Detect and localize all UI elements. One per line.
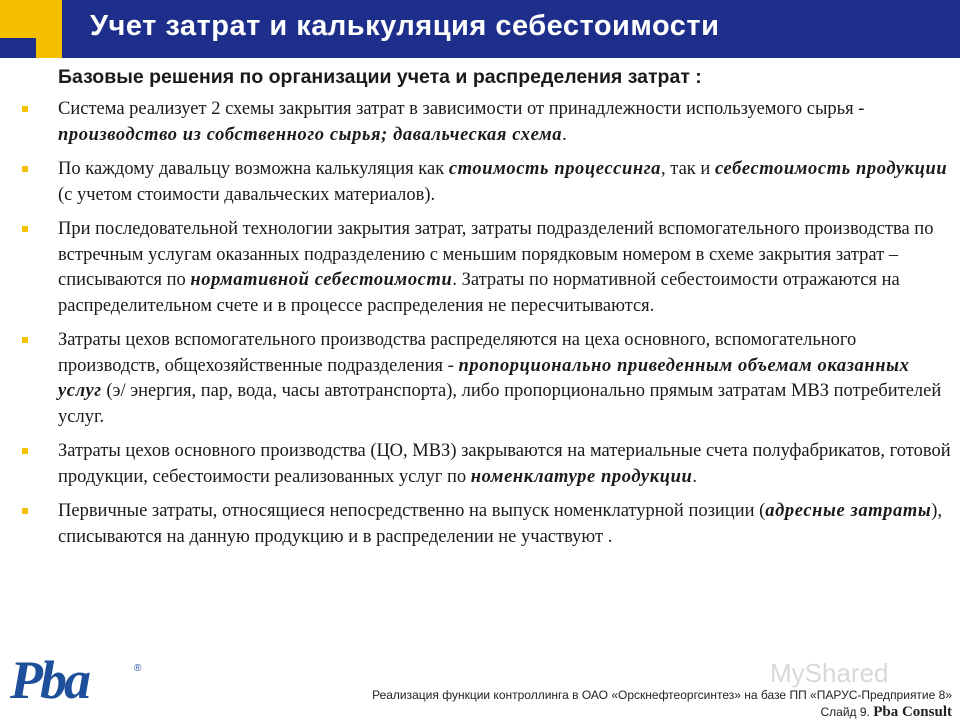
footer-slide-number — [820, 704, 952, 721]
footer-caption: Реализация функции контроллинга в ОАО «Орскнефтеоргсинтез» на базе ПП «ПАРУС-Предприятие 8» — [372, 688, 952, 702]
logo-registered-mark: ® — [134, 663, 142, 674]
title-accent-notch — [0, 38, 36, 58]
bullet-marker — [22, 166, 28, 172]
logo-text: Pba — [10, 650, 88, 710]
slide-label: Слайд 9. — [820, 705, 870, 719]
section-subtitle: Базовые решения по организации учета и распределения затрат : — [58, 66, 702, 88]
pba-logo — [10, 650, 160, 715]
bullet-marker — [22, 448, 28, 454]
bullet-marker — [22, 226, 28, 232]
bullet-item: Система реализует 2 схемы закрытия затрат в зависимости от принадлежности используемого сырья - производство из собственного сырья; давальческая схема. — [14, 97, 954, 148]
brand-name: Pba Consult — [873, 704, 952, 720]
slide-title: Учет затрат и калькуляция себестоимости — [90, 10, 720, 42]
bullet-item: Затраты цехов вспомогательного производства распределяются на цеха основного, вспомогательного производств, общехозяйственные подразделения - пропорционально приведенным объемам оказанных услуг (э/ энергия, пар, вода, часы автотранспорта), либо пропорционально прямым затратам МВЗ потребителей услуг. — [14, 328, 954, 430]
title-bar — [0, 0, 960, 58]
bullet-marker — [22, 337, 28, 343]
bullet-item: По каждому давальцу возможна калькуляция как стоимость процессинга, так и себестоимость продукции (с учетом стоимости давальческих материалов). — [14, 157, 954, 208]
watermark: MyShared — [770, 658, 889, 688]
slide-content — [14, 66, 954, 559]
bullet-item: Первичные затраты, относящиеся непосредственно на выпуск номенклатурной позиции (адресные затраты), списываются на данную продукцию и в распределении не участвуют . — [14, 499, 954, 550]
bullet-item: При последовательной технологии закрытия затрат, затраты подразделений вспомогательного производства по встречным услугам оказанных подразделению с меньшим порядковым номером в схеме закрытия затрат – списываются по нормативной себестоимости. Затраты по нормативной себестоимости отражаются на распределительном счете и в процессе распределения не пересчитываются. — [14, 217, 954, 319]
bullet-marker — [22, 106, 28, 112]
bullet-marker — [22, 508, 28, 514]
bullet-item: Затраты цехов основного производства (ЦО, МВЗ) закрываются на материальные счета полуфабрикатов, готовой продукции, себестоимости реализованных услуг по номенклатуре продукции. — [14, 439, 954, 490]
